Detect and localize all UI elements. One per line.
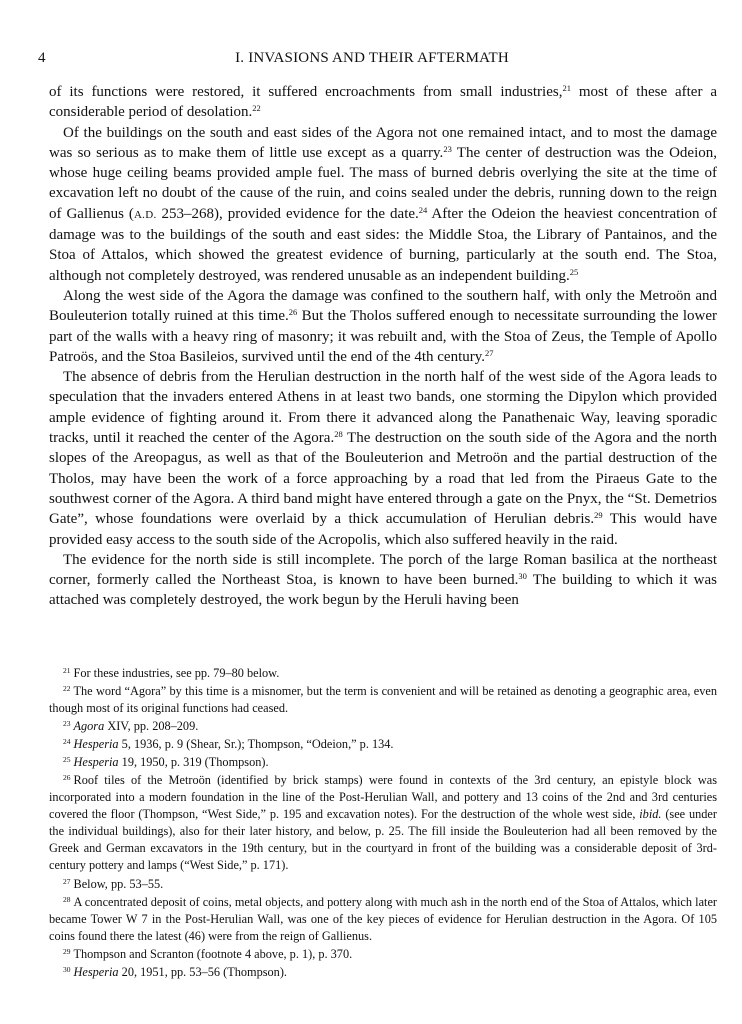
footnote-italic: Agora <box>73 719 105 734</box>
footnote-number: 27 <box>63 876 71 886</box>
main-text <box>49 82 717 611</box>
footnote-ref-21: 21 <box>562 83 571 93</box>
text-span: This would have provided easy access to the south side of the Acropolis, which also suffered heavily in the raid. <box>49 511 717 548</box>
text-span: The center of destruction was the Odeion, whose huge ceiling beams provided ample fuel. The mass of burned debris overlying the site at the time of excavation left no doubt of the cause of the ruin, and coins sealed under the debris, running down to the reign of Gallienus ( <box>49 144 717 222</box>
footnote-ref-26: 26 <box>288 307 298 318</box>
footnote-ref-29: 29 <box>594 510 603 521</box>
text-span: Along the west side of the Agora the damage was confined to the southern half, with only the Metroön and Bouleuterion totally ruined at this time. <box>49 287 717 325</box>
footnote-25 <box>49 754 717 771</box>
text-span: The evidence for the north side is still incomplete. The porch of the large Roman basilica at the northeast corner, formerly called the Northeast Stoa, is known to have been burned. <box>49 551 717 589</box>
footnote-number: 25 <box>63 755 71 765</box>
footnote-text: 20, 1951, pp. 53–56 (Thompson). <box>118 964 287 979</box>
page-number: 4 <box>38 50 46 66</box>
text-span: The absence of debris from the Herulian destruction in the north half of the west side of the Agora leads to speculation that the invaders entered Athens in at least two bands, one storming the Dipylon which provided ample evidence of fighting around it. From there it advanced along the Panathenaic Way, leaving sporadic tracks, until it reached the center of the Agora. <box>49 369 717 447</box>
footnote-italic: ibid. <box>639 807 662 822</box>
footnote-ref-24: 24 <box>418 204 428 215</box>
footnote-italic: Hesperia <box>73 755 119 770</box>
footnote-text: 5, 1936, p. 9 (Shear, Sr.); Thompson, “Odeion,” p. 134. <box>118 737 394 752</box>
paragraph-3 <box>49 286 717 367</box>
text-span: After the Odeion the heaviest concentration of damage was to the buildings of the south and east sides: the Middle Stoa, the Library of Pantainos, and the Stoa of Attalos, which showed the greatest evidence of burning, particularly at the south end. The Stoa, although not completely destroyed, was rendered unusable as an independent building. <box>49 205 717 284</box>
footnote-22 <box>49 683 717 717</box>
footnote-ref-22: 22 <box>252 103 261 114</box>
footnote-number: 26 <box>63 773 71 783</box>
footnote-29 <box>49 946 717 963</box>
small-caps-era: A.D. <box>133 208 157 221</box>
paragraph-2 <box>49 123 717 286</box>
footnote-26 <box>49 772 717 874</box>
footnote-text: Roof tiles of the Metroön (identified by brick stamps) were found in contexts of the 3rd century, an epistyle block was incorporated into a modern foundation in the line of the Post-Herulian Wall, and pottery and 13 coins of the 2nd and 3rd centuries covered the floor (Thompson, “West Side,” p. 195 and excavation notes). For the destruction of the whole west side, <box>49 773 717 822</box>
footnote-number: 29 <box>63 946 71 956</box>
text-span: most of these after a considerable period of desolation. <box>49 84 717 121</box>
footnote-text: (see under the individual buildings), also for their later history, and below, p. 25. The fill inside the Bouleuterion had all been removed by the Greek and German excavators in the 19th century, but in the courtyard in front of the building was a considerable deposit of 3rd-century pottery and lamps (“West Side,” p. 171). <box>49 807 717 873</box>
footnote-27 <box>49 876 717 893</box>
footnote-ref-27: 27 <box>485 347 494 358</box>
footnote-ref-23: 23 <box>443 143 452 154</box>
footnotes <box>49 665 717 982</box>
footnote-text: Below, pp. 53–55. <box>73 876 164 891</box>
footnote-text: The word “Agora” by this time is a misnomer, but the term is convenient and will be retained as denoting a geographic area, even though most of its original functions had ceased. <box>49 684 717 716</box>
footnote-number: 22 <box>63 684 71 694</box>
footnote-text: A concentrated deposit of coins, metal objects, and pottery along with much ash in the north end of the Stoa of Attalos, which later became Tower W 7 in the Post-Herulian Wall, was one of the key pieces of evidence for Herulian destruction in the Agora. Of 105 coins found there the latest (46) were from the reign of Gallienus. <box>49 894 717 943</box>
footnote-number: 21 <box>63 666 71 675</box>
footnote-24 <box>49 736 717 753</box>
footnote-italic: Hesperia <box>73 737 119 752</box>
text-span: But the Tholos suffered enough to necessitate surrounding the lower part of the walls with a heavy ring of masonry; it was rebuilt and, with the Stoa of Zeus, the Temple of Apollo Patroös, and the Stoa Basileios, survived until the end of the 4th century. <box>49 308 718 365</box>
footnote-number: 28 <box>63 894 71 904</box>
footnote-number: 24 <box>63 737 71 747</box>
text-span: 253–268), provided evidence for the date. <box>156 205 419 222</box>
text-span: The building to which it was attached was completely destroyed, the work begun by the Heruli having been <box>49 572 717 609</box>
footnote-number: 23 <box>63 719 71 729</box>
text-span: The destruction on the south side of the Agora and the north slopes of the Areopagus, as well as that of the Bouleuterion and Metroön and the partial destruction of the Tholos, may have been the work of a force approaching by a road that led from the Piraeus Gate to the southwest corner of the Agora. A third band might have entered through a gate on the Pnyx, the “St. Demetrios Gate”, whose foundations were overlaid by a thick accumulation of Herulian debris. <box>49 430 717 528</box>
footnote-text: XIV, pp. 208–209. <box>104 719 199 734</box>
footnote-ref-30: 30 <box>518 571 527 582</box>
paragraph-4 <box>49 367 717 550</box>
running-header <box>38 50 706 74</box>
footnote-number: 30 <box>63 964 71 974</box>
paragraph-5 <box>49 550 717 611</box>
running-title: I. INVASIONS AND THEIR AFTERMATH <box>235 50 509 66</box>
footnote-30 <box>49 964 717 981</box>
text-span: Of the buildings on the south and east sides of the Agora not one remained intact, and to most the damage was so serious as to make them of little use except as a quarry. <box>49 124 717 161</box>
footnote-text: 19, 1950, p. 319 (Thompson). <box>118 755 269 770</box>
footnote-21 <box>49 665 717 682</box>
footnote-text: For these industries, see pp. 79–80 below. <box>73 666 280 680</box>
text-span: of its functions were restored, it suffered encroachments from small industries, <box>49 84 563 100</box>
footnote-ref-25: 25 <box>569 266 579 277</box>
footnote-28 <box>49 894 717 945</box>
footnote-italic: Hesperia <box>73 964 119 979</box>
footnote-23 <box>49 718 717 735</box>
footnote-ref-28: 28 <box>334 429 343 440</box>
footnote-text: Thompson and Scranton (footnote 4 above, p. 1), p. 370. <box>73 946 353 961</box>
paragraph-1 <box>49 82 717 123</box>
